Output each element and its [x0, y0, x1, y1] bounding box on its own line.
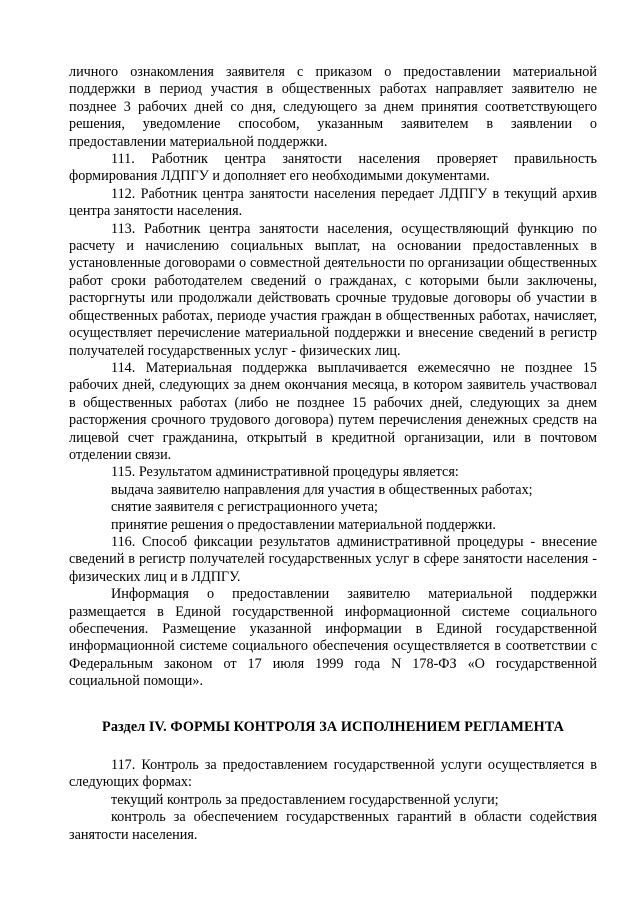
paragraph: 117. Контроль за предоставлением государственной услуги осуществляется в следующих формах:: [69, 757, 597, 791]
paragraphs-after-section: [69, 757, 597, 844]
paragraph: контроль за обеспечением государственных гарантий в области содействия занятости населения.: [69, 809, 597, 843]
paragraph: выдача заявителю направления для участия в общественных работах;: [111, 481, 533, 498]
paragraph: 114. Материальная поддержка выплачивается ежемесячно не позднее 15 рабочих дней, следующих за днем окончания месяца, в котором заявитель участвовал в общественных работах (либо не позднее 15 рабочих дней, следующих за днем расторжения срочного трудового договора) путем перечисления денежных средств на лицевой счет гражданина, открытый в кредитной организации, или в почтовом отделении связи.: [69, 359, 597, 463]
paragraphs-before-section: [69, 64, 597, 691]
paragraph: принятие решения о предоставлении материальной поддержки.: [111, 516, 496, 533]
paragraph: 113. Работник центра занятости населения, осуществляющий функцию по расчету и начислению социальных выплат, на основании предоставленных в установленные договорами о совместной деятельности по организации общественных работ сроки работодателем сведений о гражданах, с которыми были заключены, расторгнуты или продолжали действовать срочные трудовые договоры об участии в общественных работах, периоде участия граждан в общественных работах, начисляет, осуществляет перечисление материальной поддержки и внесение сведений в регистр получателей государственных услуг - физических лиц.: [69, 220, 597, 359]
document-body: [69, 64, 597, 844]
paragraph: личного ознакомления заявителя с приказом о предоставлении материальной поддержки в период участия в общественных работах направляет заявителю не позднее 3 рабочих дней со дня, следующего за днем принятия соответствующего решения, уведомление способом, указанным заявителем в заявлении о предоставлении материальной поддержки.: [69, 64, 597, 150]
paragraph: текущий контроль за предоставлением государственной услуги;: [111, 791, 499, 808]
paragraph: снятие заявителя с регистрационного учета;: [111, 499, 378, 516]
paragraph: 116. Способ фиксации результатов административной процедуры - внесение сведений в регистр получателей государственных услуг в сфере занятости населения - физических лиц и в ЛДПГУ.: [69, 533, 597, 585]
paragraph: Информация о предоставлении заявителю материальной поддержки размещается в Единой государственной информационной системе социального обеспечения. Размещение указанной информации в Единой государственной информационной системе социального обеспечения осуществляется в соответствии с Федеральным законом от 17 июля 1999 года N 178-ФЗ «О государственной социальной помощи».: [69, 586, 597, 690]
paragraph: 111. Работник центра занятости населения проверяет правильность формирования ЛДПГУ и дополняет его необходимыми документами.: [69, 151, 597, 185]
paragraph: 112. Работник центра занятости населения передает ЛДПГУ в текущий архив центра занятости населения.: [69, 185, 597, 220]
paragraph: 115. Результатом административной процедуры является:: [111, 464, 459, 481]
section-heading: Раздел IV. ФОРМЫ КОНТРОЛЯ ЗА ИСПОЛНЕНИЕМ РЕГЛАМЕНТА: [102, 718, 564, 735]
